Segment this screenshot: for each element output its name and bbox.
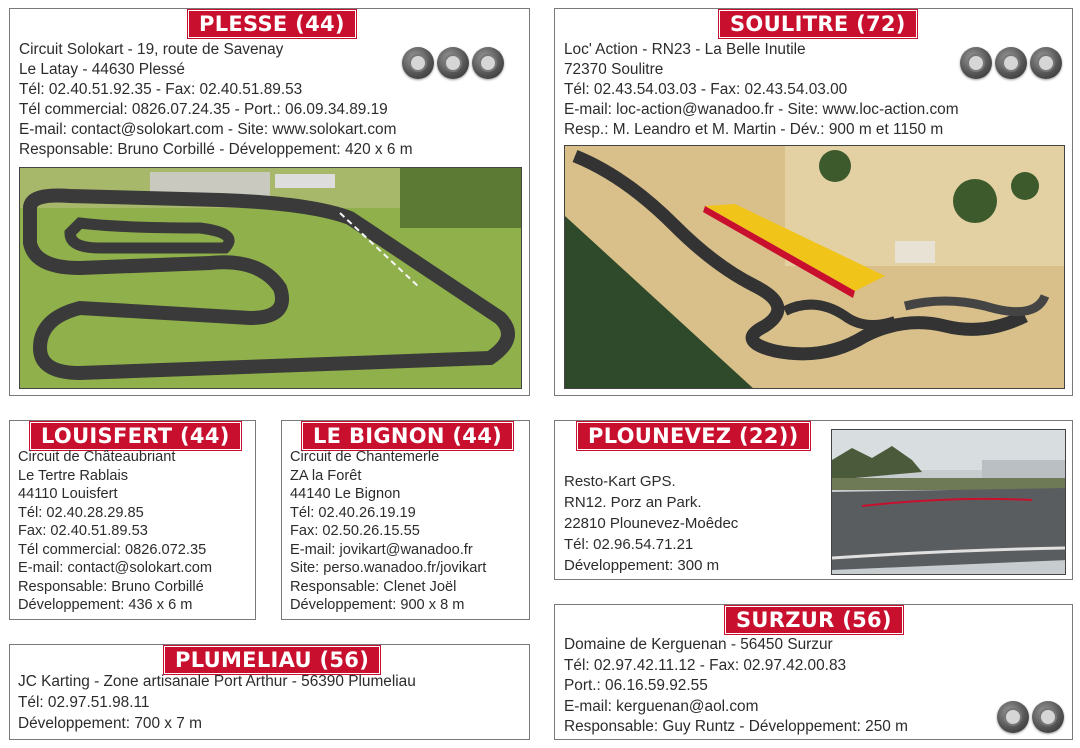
detail-line: E-mail: loc-action@wanadoo.fr - Site: www.loc-action.com [564, 101, 959, 118]
track-photo [564, 145, 1065, 389]
card-title: SURZUR (56) [725, 606, 903, 634]
detail-line: Tél commercial: 0826.07.24.35 - Port.: 06.09.34.89.19 [19, 101, 388, 118]
detail-line: Responsable: Bruno Corbillé - Développement: 420 x 6 m [19, 141, 413, 158]
card-title: PLOUNEVEZ (22)) [577, 422, 810, 450]
card-title: LOUISFERT (44) [30, 422, 241, 450]
card-le-bignon [281, 420, 530, 620]
detail-line: 72370 Soulitre [564, 61, 664, 78]
detail-line: Resto-Kart GPS. [564, 473, 676, 490]
track-photo [831, 429, 1066, 575]
card-plesse [9, 8, 530, 396]
detail-line: Fax: 02.40.51.89.53 [18, 523, 148, 539]
detail-line: E-mail: contact@solokart.com [18, 560, 213, 576]
detail-line: Circuit Solokart - 19, route de Savenay [19, 41, 284, 58]
card-details [18, 448, 212, 615]
detail-line: E-mail: kerguenan@aol.com [564, 697, 759, 715]
card-details [290, 448, 486, 615]
detail-line: RN12. Porz an Park. [564, 494, 702, 511]
detail-line: 44140 Le Bignon [290, 486, 401, 502]
detail-line: 22810 Plounevez-Moêdec [564, 515, 739, 532]
detail-line: Tél: 02.40.51.92.35 - Fax: 02.40.51.89.53 [19, 81, 303, 98]
card-title: PLUMELIAU (56) [164, 646, 380, 674]
detail-line: Responsable: Guy Runtz - Développement: 250 m [564, 718, 908, 735]
detail-line: Site: perso.wanadoo.fr/jovikart [290, 560, 487, 576]
detail-line: Circuit de Chantemerle [290, 449, 440, 465]
detail-line: Loc' Action - RN23 - La Belle Inutile [564, 41, 806, 58]
medal-icon [437, 47, 469, 79]
detail-line: Circuit de Châteaubriant [18, 449, 176, 465]
card-plounevez [554, 420, 1073, 580]
detail-line: Le Tertre Rablais [18, 467, 129, 484]
card-details [564, 40, 959, 140]
detail-line: Tél: 02.43.54.03.03 - Fax: 02.43.54.03.00 [564, 81, 848, 98]
card-details [18, 671, 416, 734]
card-louisfert [9, 420, 256, 620]
card-title: PLESSE (44) [188, 10, 356, 38]
rating-medals [997, 701, 1064, 733]
detail-line: ZA la Forêt [290, 467, 362, 484]
detail-line: Le Latay - 44630 Plessé [19, 61, 185, 78]
card-details [564, 635, 908, 738]
medal-icon [995, 47, 1027, 79]
medal-icon [1032, 701, 1064, 733]
detail-line: Domaine de Kerguenan - 56450 Surzur [564, 636, 833, 653]
detail-line: Tél: 02.40.26.19.19 [290, 504, 416, 521]
track-photo [19, 167, 522, 389]
card-soulitre [554, 8, 1073, 396]
detail-line: 44110 Louisfert [18, 486, 118, 502]
detail-line: Développement: 436 x 6 m [18, 597, 193, 613]
detail-line: Fax: 02.50.26.15.55 [290, 523, 420, 539]
card-surzur [554, 604, 1073, 740]
rating-medals [402, 47, 504, 79]
detail-line: E-mail: jovikart@wanadoo.fr [290, 541, 473, 558]
card-details [564, 471, 738, 576]
detail-line: Port.: 06.16.59.92.55 [564, 677, 708, 694]
detail-line: Développement: 900 x 8 m [290, 597, 465, 613]
medal-icon [960, 47, 992, 79]
rating-medals [960, 47, 1062, 79]
detail-line: Développement: 700 x 7 m [18, 715, 202, 732]
detail-line: Tél: 02.96.54.71.21 [564, 536, 694, 553]
medal-icon [1030, 47, 1062, 79]
detail-line: E-mail: contact@solokart.com - Site: www.solokart.com [19, 121, 397, 138]
detail-line: Tél: 02.40.28.29.85 [18, 504, 144, 521]
medal-icon [472, 47, 504, 79]
card-details [19, 40, 413, 160]
detail-line: Tél: 02.97.51.98.11 [18, 694, 150, 711]
detail-line: Développement: 300 m [564, 557, 720, 574]
detail-line: Tél commercial: 0826.072.35 [18, 541, 207, 558]
medal-icon [997, 701, 1029, 733]
detail-line: Tél: 02.97.42.11.12 - Fax: 02.97.42.00.83 [564, 656, 847, 674]
detail-line: Resp.: M. Leandro et M. Martin - Dév.: 900 m et 1150 m [564, 121, 944, 138]
card-title: SOULITRE (72) [719, 10, 917, 38]
detail-line: Responsable: Clenet Joël [290, 578, 457, 595]
detail-line: Responsable: Bruno Corbillé [18, 578, 204, 595]
card-title: LE BIGNON (44) [302, 422, 513, 450]
medal-icon [402, 47, 434, 79]
detail-line: JC Karting - Zone artisanale Port Arthur - 56390 Plumeliau [18, 673, 416, 690]
card-plumeliau [9, 644, 530, 740]
